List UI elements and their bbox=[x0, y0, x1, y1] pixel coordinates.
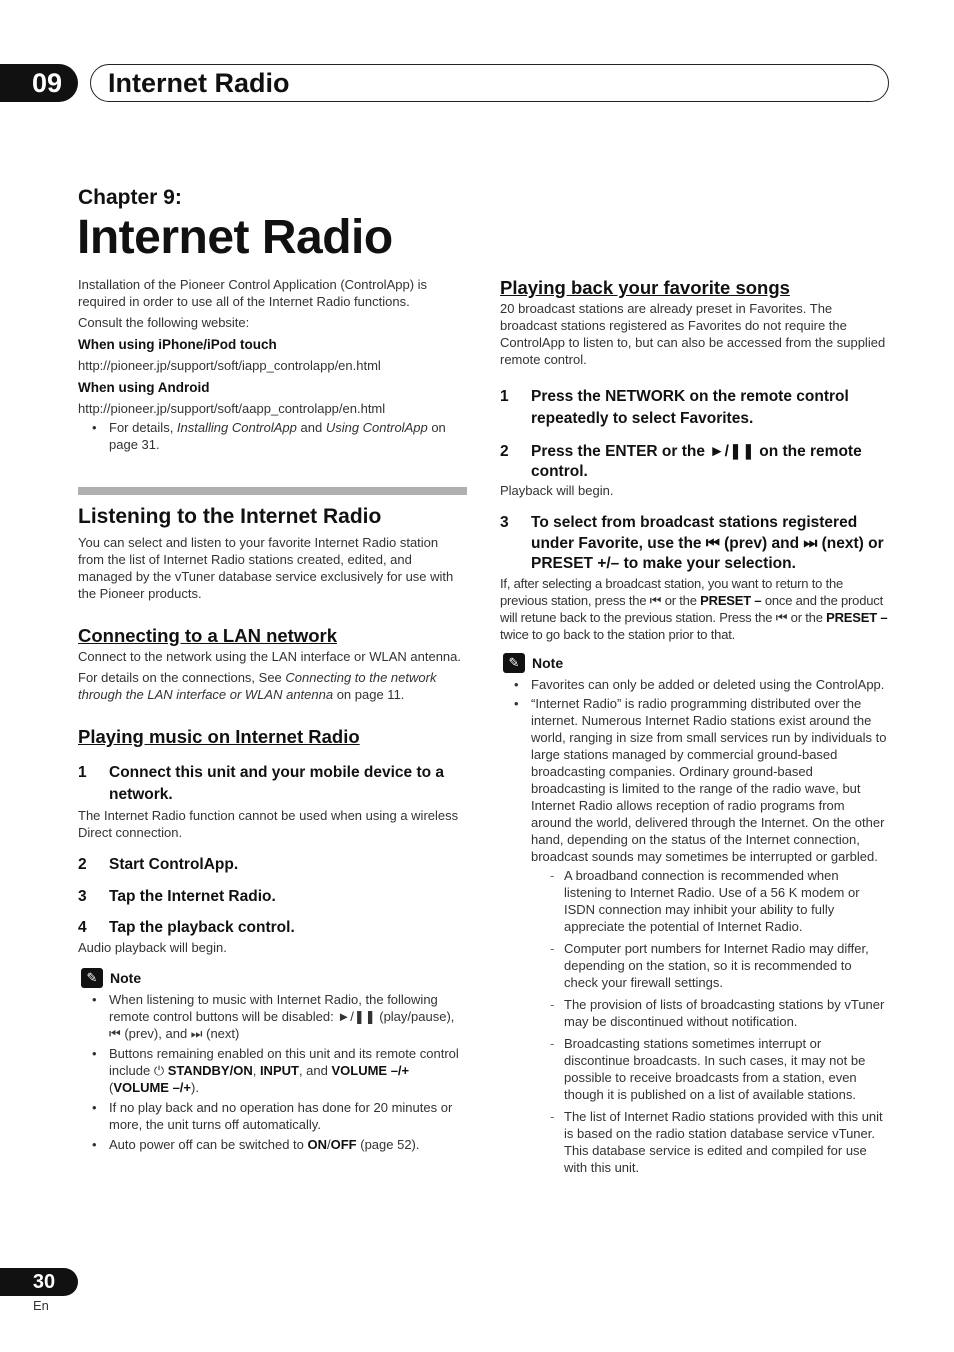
note-title: Note bbox=[110, 970, 142, 986]
note-bold: OFF bbox=[330, 1137, 357, 1152]
note-text: ( bbox=[109, 1080, 114, 1095]
play-pause-icon: ►/❚❚ bbox=[709, 443, 755, 460]
android-label: When using Android bbox=[78, 380, 210, 395]
lan-details bbox=[78, 669, 467, 703]
note-bold: ON bbox=[307, 1137, 327, 1152]
subnote-text: A broadband connection is recommended when listening to Internet Radio. Use of a 56 K modem or ISDN connection may inhibit your ability to fully appreciate the potential of Internet Radio. bbox=[564, 867, 860, 934]
intro-bullet bbox=[78, 419, 467, 453]
step-3 bbox=[78, 886, 467, 908]
dash-marker: - bbox=[550, 1108, 555, 1124]
chapter-number-tab: 09 bbox=[0, 64, 78, 102]
step-text: (next) or PRESET +/– to make your selection. bbox=[531, 534, 884, 572]
fav-step-2 bbox=[500, 442, 888, 482]
note-item bbox=[78, 991, 467, 1042]
note-item bbox=[78, 1099, 467, 1133]
step-text: Start ControlApp. bbox=[109, 856, 239, 873]
bullet-dot: • bbox=[92, 1137, 97, 1152]
fav-step-3 bbox=[500, 513, 888, 575]
desc-text: or the bbox=[661, 592, 701, 608]
bullet-text: on page 31. bbox=[109, 420, 446, 452]
step-1 bbox=[78, 762, 467, 806]
bullet-dot: • bbox=[514, 676, 519, 692]
chapter-header-title: Internet Radio bbox=[108, 68, 290, 98]
note-text: (play/pause), bbox=[375, 1009, 455, 1024]
step-number: 4 bbox=[78, 919, 87, 936]
note-text: ). bbox=[191, 1080, 199, 1095]
subsection-title-playing-music: Playing music on Internet Radio bbox=[78, 726, 360, 747]
bullet-text: and bbox=[296, 420, 326, 435]
bullet-dot: • bbox=[514, 695, 519, 711]
note-header bbox=[78, 968, 467, 988]
step-number: 1 bbox=[78, 764, 87, 781]
subnote-item bbox=[500, 1035, 888, 1103]
xref-lan-connection: Connecting to the network through the LAN interface or WLAN antenna bbox=[78, 670, 437, 702]
dash-marker: - bbox=[550, 1035, 555, 1051]
note-item bbox=[78, 1136, 467, 1153]
page-number: 30 bbox=[0, 1268, 78, 1296]
desc-bold: PRESET – bbox=[700, 592, 762, 608]
page-language: En bbox=[33, 1298, 49, 1313]
dash-marker: - bbox=[550, 996, 555, 1012]
prev-icon: ⏮ bbox=[109, 1026, 121, 1041]
step-number: 2 bbox=[500, 443, 509, 460]
desc-text: twice to go back to the station prior to that. bbox=[500, 626, 736, 642]
xref-using-controlapp: Using ControlApp bbox=[325, 420, 428, 435]
dash-marker: - bbox=[550, 940, 555, 956]
section-title-listening: Listening to the Internet Radio bbox=[78, 505, 382, 528]
bullet-dot: • bbox=[92, 420, 97, 435]
note-bold: INPUT bbox=[259, 1063, 299, 1078]
subsection-title-favorites: Playing back your favorite songs bbox=[500, 277, 790, 298]
step-text: Tap the playback control. bbox=[109, 919, 295, 936]
lan-details-text: For details on the connections, See bbox=[78, 670, 286, 685]
fav-step-2-desc: Playback will begin. bbox=[500, 483, 614, 498]
next-icon: ⏭ bbox=[803, 534, 818, 552]
step-4 bbox=[78, 917, 467, 939]
step-text: on the remote control. bbox=[531, 443, 862, 480]
note-header bbox=[500, 653, 888, 673]
desc-text: If, after selecting a broadcast station, you want to return to the previous station, press the bbox=[500, 575, 844, 608]
page-title: Internet Radio bbox=[77, 211, 393, 264]
note-text: Favorites can only be added or deleted using the ControlApp. bbox=[531, 676, 885, 692]
android-url[interactable]: http://pioneer.jp/support/soft/aapp_controlapp/en.html bbox=[78, 401, 386, 416]
pencil-icon: ✎ bbox=[81, 968, 103, 988]
prev-icon: ⏮ bbox=[775, 609, 788, 625]
fav-step-1 bbox=[500, 386, 888, 430]
step-text: Press the ENTER or the bbox=[531, 443, 710, 460]
bullet-dot: • bbox=[92, 1046, 97, 1061]
subnote-text: Computer port numbers for Internet Radio may differ, depending on the station, so it is recommended to check your firewall settings. bbox=[564, 940, 869, 990]
subnote-text: The provision of lists of broadcasting stations by vTuner may be discontinued without notification. bbox=[564, 996, 885, 1029]
lan-body: Connect to the network using the LAN interface or WLAN antenna. bbox=[78, 649, 461, 664]
step-number: 3 bbox=[500, 514, 509, 531]
favorites-intro: 20 broadcast stations are already preset in Favorites. The broadcast stations registered as Favorites do not require the ControlApp to listen to, but can also be accessed from the supplied remote control. bbox=[500, 301, 886, 367]
step-text: Tap the Internet Radio. bbox=[109, 888, 276, 905]
xref-installing-controlapp: Installing ControlApp bbox=[176, 420, 297, 435]
desc-text: or the bbox=[787, 609, 827, 625]
right-column bbox=[500, 276, 888, 1176]
dash-marker: - bbox=[550, 867, 555, 883]
lan-details-text: on page 11. bbox=[333, 687, 405, 702]
intro-paragraph: Installation of the Pioneer Control Application (ControlApp) is required in order to use all of the Internet Radio functions. bbox=[78, 277, 428, 309]
power-icon: ⏻ bbox=[153, 1063, 168, 1078]
bullet-dot: • bbox=[92, 1100, 97, 1115]
pencil-icon: ✎ bbox=[503, 653, 525, 673]
note-text: When listening to music with Internet Radio, the following remote control buttons will be disabled: bbox=[109, 992, 438, 1024]
iphone-label: When using iPhone/iPod touch bbox=[78, 337, 277, 352]
subnote-item bbox=[500, 940, 888, 991]
step-4-desc: Audio playback will begin. bbox=[78, 940, 227, 955]
note-item bbox=[500, 676, 888, 693]
step-text: (prev) and bbox=[719, 534, 804, 552]
subsection-title-lan: Connecting to a LAN network bbox=[78, 625, 337, 646]
note-text: , and bbox=[298, 1063, 332, 1078]
iphone-url[interactable]: http://pioneer.jp/support/soft/iapp_controlapp/en.html bbox=[78, 358, 381, 373]
listening-body: You can select and listen to your favorite Internet Radio station from the list of Internet Radio stations created, edited, and managed by the vTuner database service exclusively for use with the Pioneer products. bbox=[78, 535, 454, 601]
desc-bold: PRESET – bbox=[826, 609, 888, 625]
note-text: / bbox=[327, 1137, 331, 1152]
note-text: If no play back and no operation has done for 20 minutes or more, the unit turns off automatically. bbox=[109, 1100, 453, 1132]
section-divider bbox=[78, 487, 467, 495]
note-title: Note bbox=[532, 654, 564, 671]
step-text: To select from broadcast stations registered under Favorite, use the bbox=[531, 514, 858, 552]
subnote-text: The list of Internet Radio stations provided with this unit is based on the radio station database service vTuner. This database service is edited and compiled for use with this unit. bbox=[564, 1108, 883, 1175]
desc-text: once and the product will retune back to the previous station. Press the bbox=[500, 592, 883, 625]
subnote-text: Broadcasting stations sometimes interrupt or discontinue broadcasts. In such cases, it may not be possible to receive broadcasts from a station, even though it is published on a list of available stations. bbox=[564, 1035, 866, 1102]
subnote-item bbox=[500, 1108, 888, 1176]
play-pause-icon: ►/❚❚ bbox=[337, 1009, 376, 1024]
intro-consult: Consult the following website: bbox=[78, 315, 250, 330]
step-1-desc: The Internet Radio function cannot be used when using a wireless Direct connection. bbox=[78, 808, 459, 840]
chapter-label: Chapter 9: bbox=[78, 186, 182, 209]
note-item bbox=[78, 1045, 467, 1096]
step-number: 1 bbox=[500, 388, 509, 405]
step-2 bbox=[78, 854, 467, 876]
prev-icon: ⏮ bbox=[649, 592, 662, 608]
note-text: (page 52). bbox=[356, 1137, 420, 1152]
next-icon: ⏭ bbox=[190, 1026, 203, 1041]
note-bold: STANDBY/ON bbox=[167, 1063, 253, 1078]
fav-step-3-desc bbox=[500, 575, 888, 643]
bullet-dot: • bbox=[92, 992, 97, 1007]
note-text: Auto power off can be switched to bbox=[109, 1137, 308, 1152]
note-item bbox=[500, 695, 888, 865]
step-number: 2 bbox=[78, 856, 87, 873]
subnote-item bbox=[500, 867, 888, 935]
note-text: (next) bbox=[202, 1026, 240, 1041]
step-text: Press the NETWORK on the remote control repeatedly to select Favorites. bbox=[531, 388, 849, 427]
subnote-item bbox=[500, 996, 888, 1030]
note-bold: VOLUME –/+ bbox=[113, 1080, 192, 1095]
note-text: , bbox=[252, 1063, 260, 1078]
step-text: Connect this unit and your mobile device to a network. bbox=[109, 764, 445, 803]
note-text: Buttons remaining enabled on this unit and its remote control include bbox=[109, 1046, 459, 1078]
bullet-text: For details, bbox=[109, 420, 177, 435]
note-text: (prev), and bbox=[120, 1026, 191, 1041]
note-bold: VOLUME –/+ bbox=[331, 1063, 410, 1078]
left-column bbox=[78, 276, 467, 1153]
note-text: “Internet Radio” is radio programming distributed over the internet. Numerous Internet Radio stations exist around the world, ranging in size from small services run by individuals to large stations managed by commercial ground-based broadcasting companies. Ordinary ground-based broadcasting is limited to the range of the radio wave, but Internet Radio allows reception of radio programs from around the world, delivered through the Internet. On the other hand, depending on the status of the Internet connection, broadcast sounds may sometimes be interrupted or garbled. bbox=[531, 695, 887, 864]
prev-icon: ⏮ bbox=[705, 534, 720, 552]
step-number: 3 bbox=[78, 888, 87, 905]
